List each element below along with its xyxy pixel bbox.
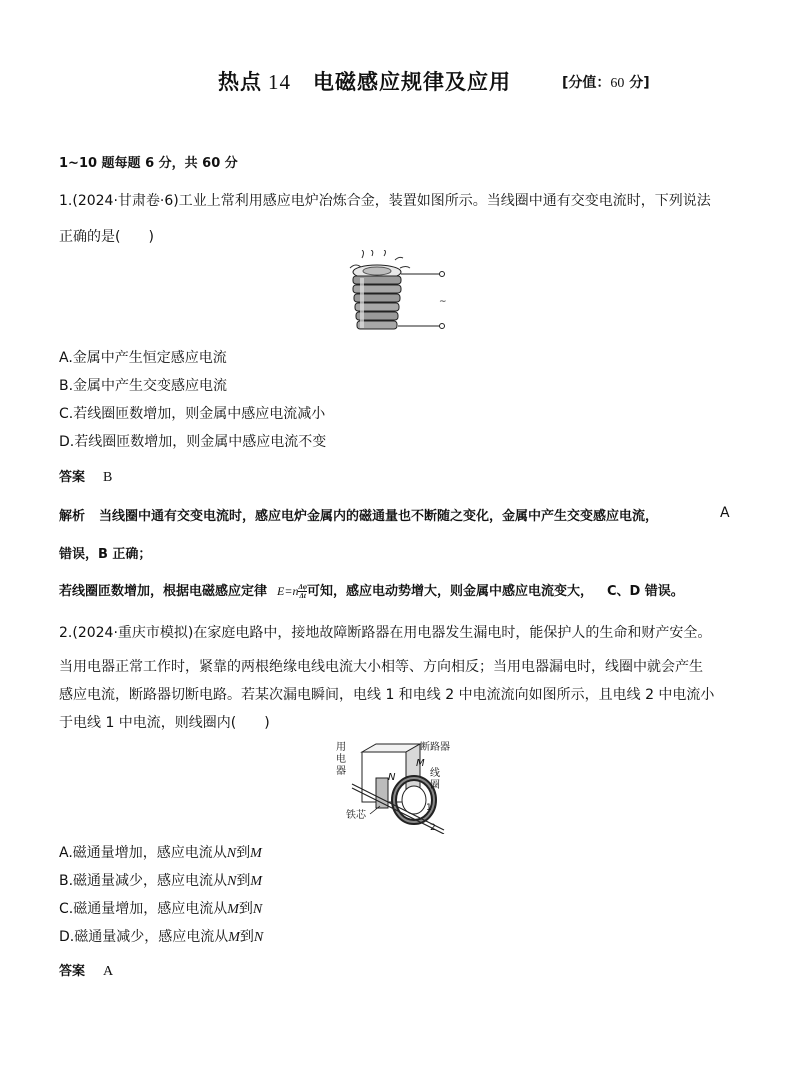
q2-stem-line4: 于电线 1 中电流，则线圈内( ) (59, 715, 270, 731)
page-title (218, 66, 511, 96)
q1-option-d: D.若线圈匝数增加，则金属中感应电流不变 (59, 434, 327, 450)
q2-breaker-figure (332, 738, 462, 834)
label-wire-2: 2 (430, 823, 436, 833)
q1-analysis-line1-tail: A (720, 505, 730, 521)
label-appliance-3: 器 (336, 766, 346, 777)
q1-stem-line2: 正确的是( ) (59, 229, 154, 245)
label-coil-2: 圈 (430, 780, 440, 791)
formula-fraction: $\frac{\Delta\varphi}{\Delta t}$ (298, 583, 307, 600)
q1-analysis-line2: 错误，B 正确； (59, 547, 152, 562)
label-appliance-2: 电 (336, 754, 346, 765)
title-prefix: 热点 (218, 70, 262, 94)
label-core: 铁芯 (346, 810, 366, 821)
q2-option-d: D.磁通量减少，感应电流从M到N (59, 929, 264, 945)
q2-stem-line3: 感应电流，断路器切断电路。若某次漏电瞬间，电线 1 和电线 2 中电流流向如图所示，且电线 2 中电流小 (59, 687, 715, 703)
section-intro: 1~10 题每题 6 分，共 60 分 (59, 156, 238, 171)
q1-stem-line1: 1.(2024·甘肃卷·6)工业上常利用感应电炉冶炼合金，装置如图所示。当线圈中通有交变电流时，下列说法 (59, 193, 711, 209)
q2-stem-line1: 2.(2024·重庆市模拟)在家庭电路中，接地故障断路器在用电器发生漏电时，能保护人的生命和财产安全。 (59, 625, 712, 641)
label-n: N (388, 772, 396, 783)
q1-analysis-line3: 若线圈匝数增加，根据电磁感应定律 E=n $\frac{\Delta\varphi}{\Delta t}$ 可知，感应电动势增大，则金属中感应电流变大， C、D 错误。 (59, 583, 684, 600)
label-coil-1: 线 (430, 768, 440, 779)
q1-option-c: C.若线圈匝数增加，则金属中感应电流减小 (59, 406, 326, 422)
score-label: [分值：60 分] (562, 75, 650, 91)
label-m: M (416, 758, 425, 769)
q1-furnace-figure (340, 250, 450, 342)
title-number: 14 (268, 70, 291, 94)
q2-answer: 答案 A (59, 964, 114, 979)
q2-option-c: C.磁通量增加，感应电流从M到N (59, 901, 263, 917)
q1-analysis-line1: 解析 当线圈中通有交变电流时，感应电炉金属内的磁通量也不断随之变化，金属中产生交变感应电流， (59, 509, 659, 524)
q2-option-a: A.磁通量增加，感应电流从N到M (59, 845, 262, 861)
label-wire-1: 1 (426, 803, 432, 813)
q1-answer: 答案 B (59, 470, 113, 485)
q1-option-a: A.金属中产生恒定感应电流 (59, 350, 227, 366)
label-appliance-1: 用 (336, 742, 346, 753)
ac-symbol: ~ (439, 297, 447, 307)
q1-option-b: B.金属中产生交变感应电流 (59, 378, 228, 394)
formula-lhs: E=n (277, 584, 299, 598)
q2-stem-line2: 当用电器正常工作时，紧靠的两根绝缘电线电流大小相等、方向相反；当用电器漏电时，线圈中就会产生 (59, 659, 703, 675)
q2-option-b: B.磁通量减少，感应电流从N到M (59, 873, 263, 889)
label-breaker: 断路器 (420, 742, 450, 753)
title-main: 电磁感应规律及应用 (313, 70, 511, 94)
